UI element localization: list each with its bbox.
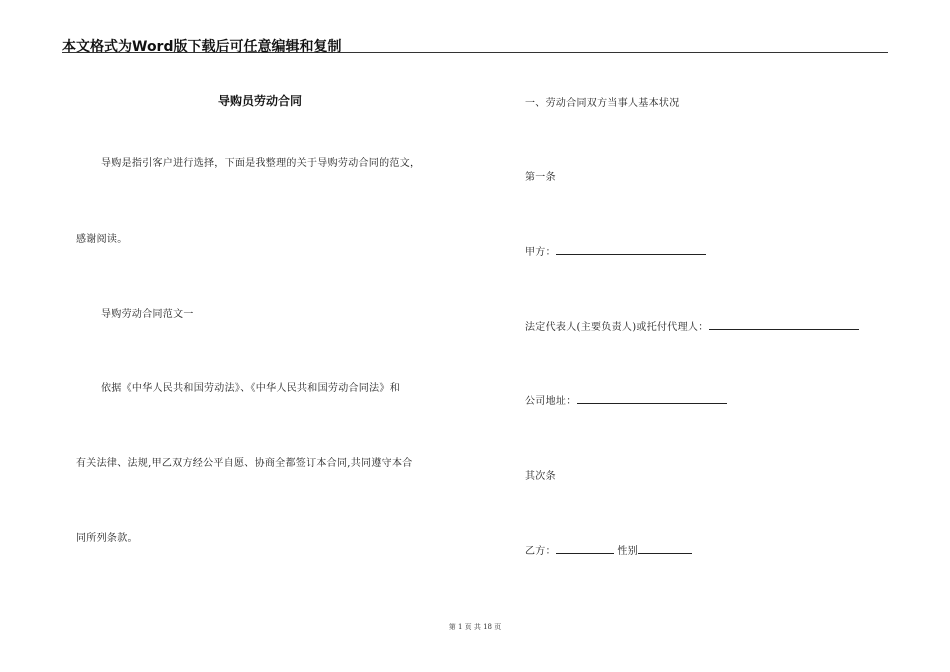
gender-blank [638, 543, 692, 554]
company-address-blank [577, 393, 727, 404]
company-address-label: 公司地址： [525, 396, 577, 407]
page-number-footer: 第 1 页 共 18 页 [448, 623, 502, 631]
preamble-line-1: 依据《中华人民共和国劳动法》、《中华人民共和国劳动合同法》和 [101, 383, 400, 394]
party-a-blank [556, 244, 706, 255]
header-divider [62, 52, 888, 53]
preamble-line-3: 同所列条款。 [76, 533, 138, 544]
party-a-row [525, 243, 706, 258]
legal-rep-blank [709, 319, 859, 330]
party-b-row [525, 542, 692, 557]
party-b-label: 乙方： [525, 546, 556, 557]
party-a-label: 甲方： [525, 247, 556, 258]
article-2-heading: 其次条 [525, 471, 556, 482]
legal-rep-row [525, 318, 859, 333]
document-header-title: 本文格式为Word版下载后可任意编辑和复制 [62, 39, 342, 55]
legal-rep-label: 法定代表人(主要负责人)或托付代理人： [525, 322, 709, 333]
party-b-blank [556, 543, 614, 554]
contract-title: 导购员劳动合同 [217, 94, 302, 108]
preamble-line-2: 有关法律、法规,甲乙双方经公平自愿、协商全都签订本合同,共同遵守本合 [76, 458, 413, 469]
sample-heading: 导购劳动合同范文一 [101, 309, 194, 320]
section-heading-basic-info: 一、劳动合同双方当事人基本状况 [525, 98, 680, 109]
article-1-heading: 第一条 [525, 172, 556, 183]
intro-paragraph-line-2: 感谢阅读。 [76, 234, 128, 245]
gender-label: 性别 [617, 546, 638, 557]
company-address-row [525, 392, 727, 407]
intro-paragraph-line-1: 导购是指引客户进行选择，下面是我整理的关于导购劳动合同的范文， [101, 158, 421, 169]
